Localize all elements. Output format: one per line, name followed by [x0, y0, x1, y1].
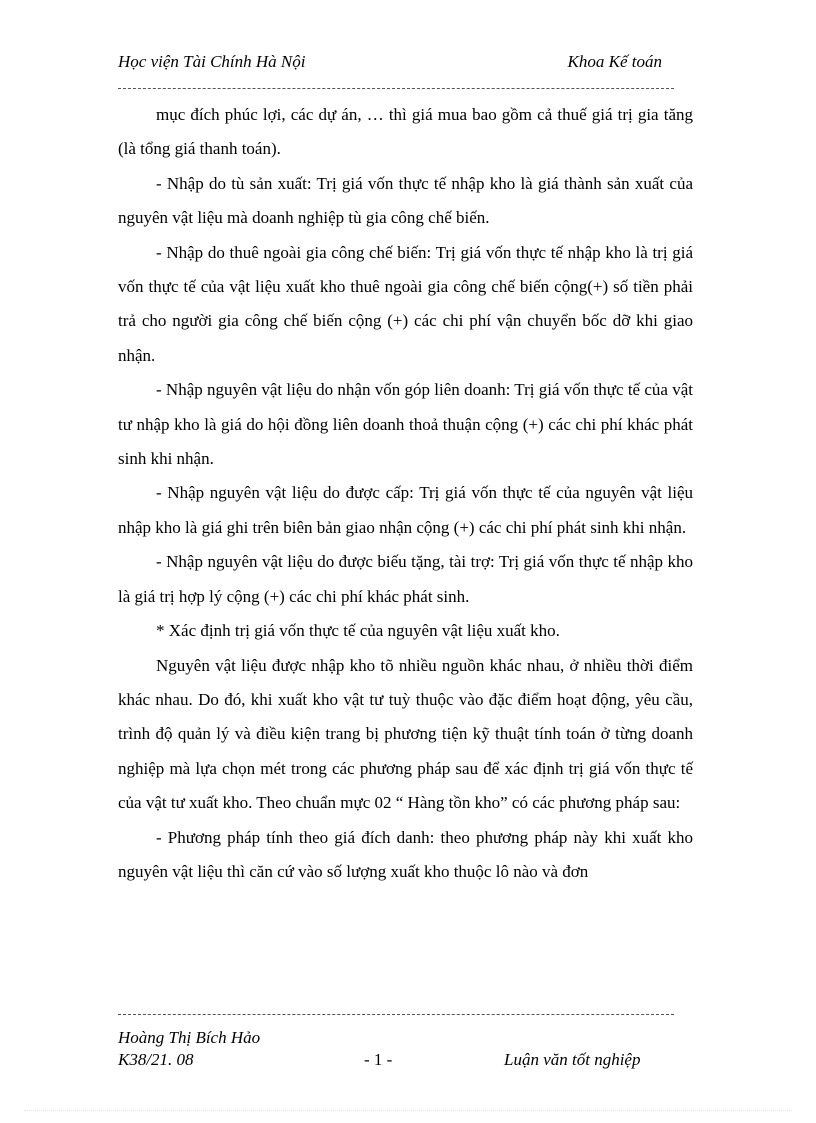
- footer-class-code: K38/21. 08: [118, 1050, 194, 1069]
- footer-thesis-label: Luận văn tốt nghiệp: [504, 1050, 641, 1069]
- paragraph: - Phương pháp tính theo giá đích danh: theo phương pháp này khi xuất kho nguyên vật liệu thì căn cứ vào số lượng xuất kho thuộc lô nào và đơn: [118, 827, 693, 881]
- page-header: [118, 52, 662, 78]
- paragraph: - Nhập nguyên vật liệu do được biếu tặng, tài trợ: Trị giá vốn thực tế nhập kho là giá trị hợp lý cộng (+) các chi phí khác phát sinh.: [118, 552, 693, 606]
- paragraph: * Xác định trị giá vốn thực tế của nguyên vật liệu xuất kho.: [156, 621, 560, 641]
- paragraph: - Nhập nguyên vật liệu do được cấp: Trị giá vốn thực tế của nguyên vật liệu nhập kho là giá ghi trên biên bản giao nhận cộng (+) các chi phí phát sinh khi nhận.: [118, 483, 693, 537]
- page-footer: [118, 1026, 678, 1076]
- footer-author: Hoàng Thị Bích Hảo: [118, 1028, 261, 1047]
- header-institution: Học viện Tài Chính Hà Nội: [118, 52, 306, 71]
- paragraph: - Nhập do tù sản xuất: Trị giá vốn thực tế nhập kho là giá thành sản xuất của nguyên vật liệu mà doanh nghiệp tù gia công chế biến.: [118, 173, 693, 228]
- paragraph: mục đích phúc lợi, các dự án, … thì giá mua bao gồm cả thuế giá trị gia tăng (là tổng giá thanh toán).: [118, 105, 693, 159]
- header-department: Khoa Kế toán: [567, 52, 662, 71]
- paragraph: - Nhập do thuê ngoài gia công chế biến: Trị giá vốn thực tế nhập kho là trị giá vốn thực tế của vật liệu xuất kho thuê ngoài gia công chế biến cộng(+) số tiền phải trả cho người gia công chế biến cộng (+) các chi phí vận chuyển bốc dỡ khi giao nhận.: [118, 242, 693, 365]
- paragraph: Nguyên vật liệu được nhập kho tõ nhiều nguồn khác nhau, ở nhiều thời điểm khác nhau. Do đó, khi xuất kho vật tư tuỳ thuộc vào đặc điểm hoạt động, yêu cầu, trình độ quản lý và điều kiện trang bị phương tiện kỹ thuật tính toán ở từng doanh nghiệp mà lựa chọn mét trong các phương pháp sau để xác định trị giá vốn thực tế của vật tư xuất kho. Theo chuẩn mực 02 “ Hàng tồn kho” có các phương pháp sau:: [118, 655, 693, 813]
- paragraph: - Nhập nguyên vật liệu do nhận vốn góp liên doanh: Trị giá vốn thực tế của vật tư nhập kho là giá do hội đồng liên doanh thoả thuận cộng (+) các chi phí khác phát sinh khi nhận.: [118, 380, 693, 469]
- document-body: [118, 98, 693, 889]
- page-edge-divider: [24, 1110, 792, 1111]
- footer-divider: [118, 1014, 674, 1015]
- page-number: - 1 -: [364, 1050, 393, 1069]
- header-divider: [118, 88, 674, 89]
